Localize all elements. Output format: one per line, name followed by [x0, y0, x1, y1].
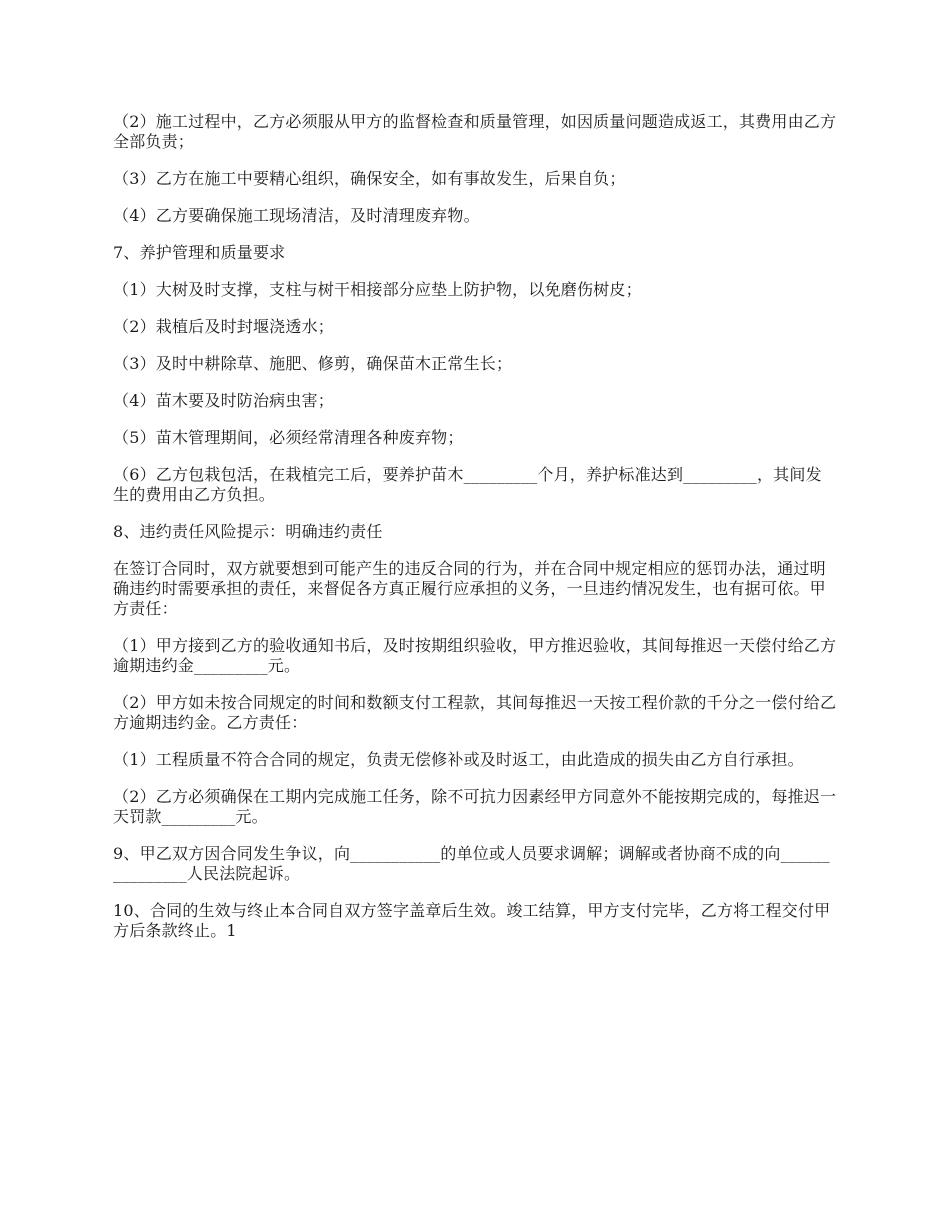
- clause-7-item-4: （4）苗木要及时防治病虫害；: [113, 391, 334, 410]
- clause-6-item-3: （3）乙方在施工中要精心组织，确保安全，如有事故发生，后果自负；: [113, 169, 626, 188]
- clause-7-item-1: （1）大树及时支撑，支柱与树干相接部分应垫上防护物，以免磨伤树皮；: [113, 280, 642, 299]
- clause-6-item-4: （4）乙方要确保施工现场清洁，及时清理废弃物。: [113, 206, 480, 225]
- clause-6-item-2: （2）施工过程中，乙方必须服从甲方的监督检查和质量管理，如因质量问题造成返工，其费用由乙方全部负责；: [113, 112, 837, 151]
- clause-7-item-2: （2）栽植后及时封堰浇透水；: [113, 317, 334, 336]
- party-b-item-1: （1）工程质量不符合合同的规定，负责无偿修补或及时返工，由此造成的损失由乙方自行承担。: [113, 750, 804, 769]
- clause-7-item-5: （5）苗木管理期间，必须经常清理各种废弃物；: [113, 428, 464, 447]
- party-a-item-2: （2）甲方如未按合同规定的时间和数额支付工程款，其间每推迟一天按工程价款的千分之一偿付给乙方逾期违约金。乙方责任：: [113, 693, 837, 732]
- clause-7-item-3: （3）及时中耕除草、施肥、修剪，确保苗木正常生长；: [113, 354, 513, 373]
- party-a-item-1: （1）甲方接到乙方的验收通知书后，及时按期组织验收，甲方推迟验收，其间每推迟一天偿付给乙方逾期违约金_________元。: [113, 636, 837, 675]
- party-b-item-2: （2）乙方必须确保在工期内完成施工任务，除不可抗力因素经甲方同意外不能按期完成的，每推迟一天罚款_________元。: [113, 787, 837, 826]
- section-7-heading: 7、养护管理和质量要求: [113, 243, 286, 262]
- section-8-intro: 在签订合同时，双方就要想到可能产生的违反合同的行为，并在合同中规定相应的惩罚办法，通过明确违约时需要承担的责任，来督促各方真正履行应承担的义务，一旦违约情况发生，也有据可依。甲方责任：: [113, 559, 826, 618]
- clause-7-item-6: （6）乙方包栽包活，在栽植完工后，要养护苗木_________个月，养护标准达到_________，其间发生的费用由乙方负担。: [113, 465, 822, 504]
- document-page: [113, 112, 837, 958]
- section-9-dispute: 9、甲乙双方因合同发生争议，向___________的单位或人员要求调解；调解或者协商不成的向_______________人民法院起诉。: [113, 844, 830, 883]
- section-8-heading: 8、违约责任风险提示：明确违约责任: [113, 522, 383, 541]
- section-10-effect: 10、合同的生效与终止本合同自双方签字盖章后生效。竣工结算，甲方支付完毕，乙方将工程交付甲方后条款终止。1: [113, 901, 831, 940]
